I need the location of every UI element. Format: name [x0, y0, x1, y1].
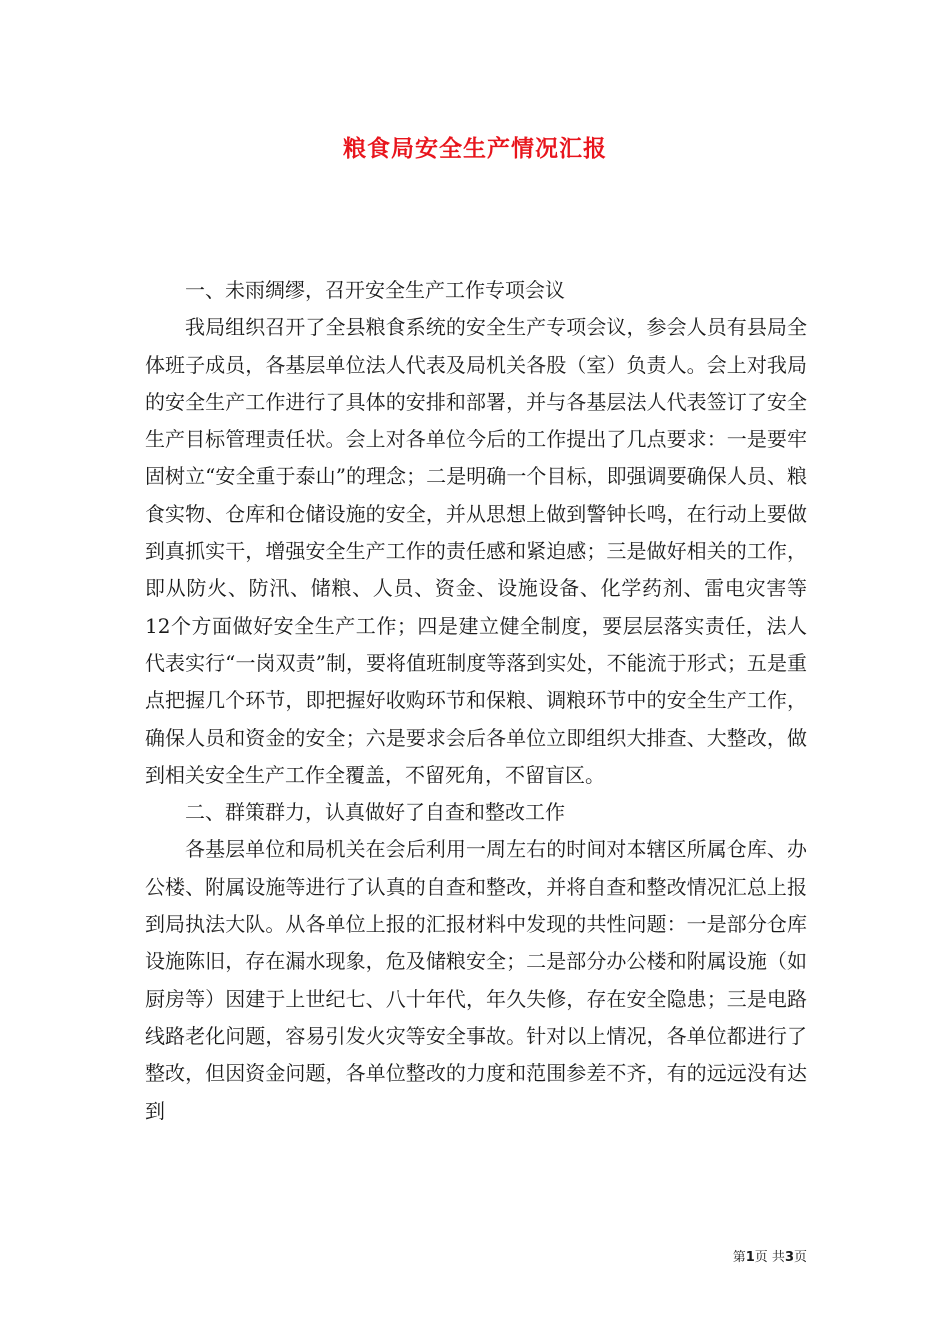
total-page-number: 3 — [784, 1250, 794, 1265]
section-heading-2: 二、群策群力，认真做好了自查和整改工作 — [185, 800, 565, 825]
document-title: 粮食局安全生产情况汇报 — [343, 135, 607, 162]
section-heading-1: 一、未雨绸缪，召开安全生产工作专项会议 — [185, 278, 565, 302]
page-number-footer — [733, 1246, 807, 1265]
body-paragraph-1: 我局组织召开了全县粮食系统的安全生产专项会议，参会人员有县局全体班子成员，各基层单位法人代表及局机关各股（室）负责人。会上对我局的安全生产工作进行了具体的安排和部署，并与各基层法人代表签订了安全生产目标管理责任状。会上对各单位今后的工作提出了几点要求：一是要牢固树立“安全重于泰山”的理念；二是明确一个目标，即强调要确保人员、粮食实物、仓库和仓储设施的安全，并从思想上做到警钟长鸣，在行动上要做到真抓实干，增强安全生产工作的责任感和紧迫感；三是做好相关的工作，即从防火、防汛、储粮、人员、资金、设施设备、化学药剂、雷电灾害等12个方面做好安全生产工作；四是建立健全制度，要层层落实责任，法人代表实行“一岗双责”制，要将值班制度等落到实处，不能流于形式；五是重点把握几个环节，即把握好收购环节和保粮、调粮环节中的安全生产工作，确保人员和资金的安全；六是要求会后各单位立即组织大排查、大整改，做到相关安全生产工作全覆盖，不留死角，不留盲区。 — [145, 315, 807, 787]
body-paragraph-2: 各基层单位和局机关在会后利用一周左右的时间对本辖区所属仓库、办公楼、附属设施等进行了认真的自查和整改，并将自查和整改情况汇总上报到局执法大队。从各单位上报的汇报材料中发现的共性问题：一是部分仓库设施陈旧，存在漏水现象，危及储粮安全；二是部分办公楼和附属设施（如厨房等）因建于上世纪七、八十年代，年久失修，存在安全隐患；三是电路线路老化问题，容易引发火灾等安全事故。针对以上情况，各单位都进行了整改，但因资金问题，各单位整改的力度和范围参差不齐，有的远远没有达到 — [145, 837, 807, 1123]
current-page-number: 1 — [745, 1250, 755, 1265]
footer-middle: 页 共 — [754, 1250, 785, 1265]
footer-suffix: 页 — [793, 1250, 807, 1265]
footer-prefix: 第 — [732, 1250, 746, 1265]
document-body — [145, 272, 807, 1130]
